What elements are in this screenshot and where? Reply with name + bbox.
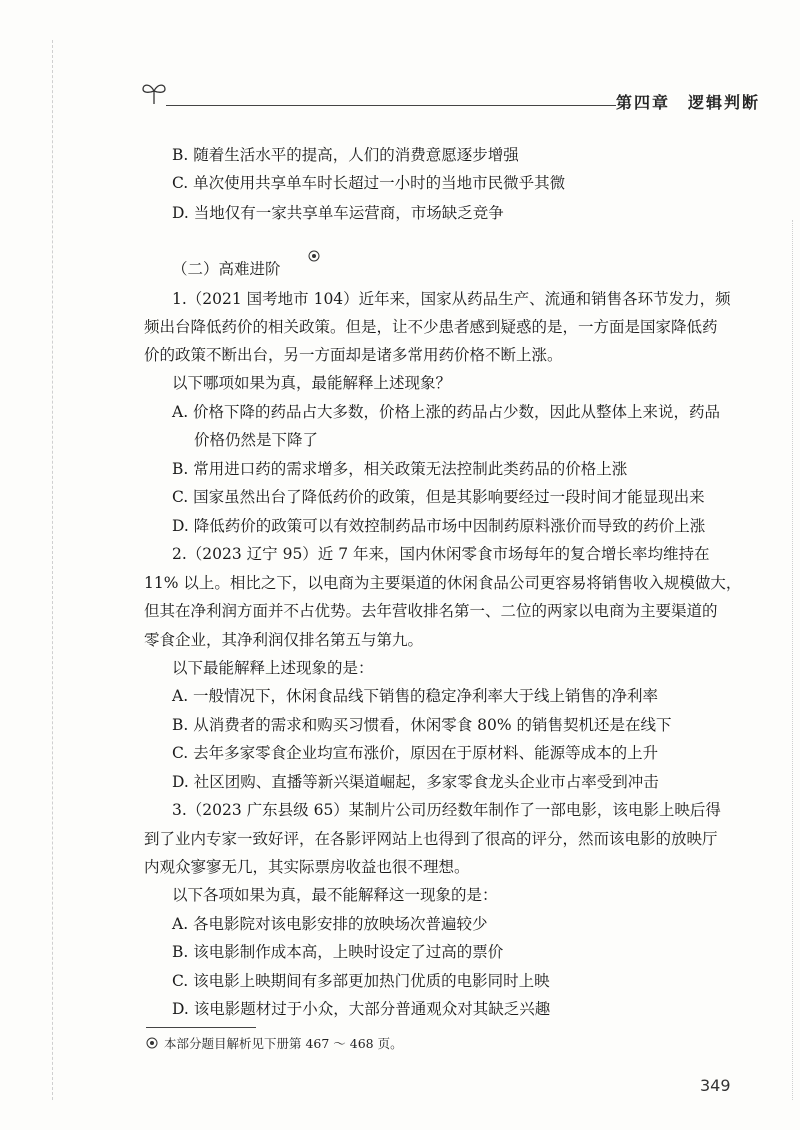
section-title — [172, 258, 281, 280]
section-title-text: （二）高难进阶 — [172, 260, 281, 278]
q2-stem-line-2: 11% 以上。相比之下，以电商为主要渠道的休闲食品公司更容易将销售收入规模做大， — [144, 574, 742, 592]
q2-option-b: B. 从消费者的需求和购买习惯看，休闲零食 80% 的销售契机还是在线下 — [172, 716, 672, 734]
q2-option-d: D. 社区团购、直播等新兴渠道崛起，多家零食龙头企业市占率受到冲击 — [172, 773, 659, 791]
q1-option-d: D. 降低药价的政策可以有效控制药品市场中因制药原料涨价而导致的药价上涨 — [172, 517, 706, 535]
q1-option-b: B. 常用进口药的需求增多，相关政策无法控制此类药品的价格上涨 — [172, 460, 628, 478]
q2-option-c: C. 去年多家零食企业均宣布涨价，原因在于原材料、能源等成本的上升 — [172, 744, 659, 762]
q3-option-c: C. 该电影上映期间有多部更加热门优质的电影同时上映 — [172, 972, 550, 990]
footnote-rule — [146, 1027, 256, 1028]
q3-option-b: B. 该电影制作成本高，上映时设定了过高的票价 — [172, 943, 504, 961]
footnote-marker-icon — [308, 250, 320, 262]
prev-option-b: B. 随着生活水平的提高，人们的消费意愿逐步增强 — [172, 146, 519, 164]
q2-option-a: A. 一般情况下，休闲食品线下销售的稳定净利率大于线上销售的净利率 — [172, 687, 659, 705]
chapter-title: 第四章 逻辑判断 — [615, 93, 760, 112]
q2-stem-line-3: 但其在净利润方面并不占优势。去年营收排名第一、二位的两家以电商为主要渠道的 — [144, 602, 718, 620]
page-header — [140, 88, 760, 114]
q1-option-a-line-2: 价格仍然是下降了 — [194, 431, 319, 449]
prev-option-c: C. 单次使用共享单车时长超过一小时的当地市民微乎其微 — [172, 174, 566, 192]
q2-prompt: 以下最能解释上述现象的是： — [172, 659, 374, 677]
scan-edge-right — [792, 220, 793, 1100]
q3-prompt: 以下各项如果为真，最不能解释这一现象的是： — [172, 886, 498, 904]
footnote — [146, 1034, 403, 1052]
q3-option-d: D. 该电影题材过于小众，大部分普通观众对其缺乏兴趣 — [172, 1000, 551, 1018]
prev-option-d: D. 当地仅有一家共享单车运营商，市场缺乏竞争 — [172, 204, 504, 222]
q1-option-c: C. 国家虽然出台了降低药价的政策，但是其影响要经过一段时间才能显现出来 — [172, 488, 705, 506]
footnote-text: 本部分题目解析见下册第 467 ～ 468 页。 — [164, 1036, 403, 1051]
scan-edge-left — [52, 40, 53, 1100]
q1-stem-line-3: 价的政策不断出台，另一方面却是诸多常用药价格不断上涨。 — [144, 346, 563, 364]
q2-stem-line-1: 2.（2023 辽宁 95）近 7 年来，国内休闲零食市场每年的复合增长率均维持在 — [172, 545, 710, 563]
q1-prompt: 以下哪项如果为真，最能解释上述现象？ — [172, 374, 452, 392]
footnote-marker-icon — [146, 1037, 158, 1049]
q3-stem-line-3: 内观众寥寥无几，其实际票房收益也很不理想。 — [144, 858, 470, 876]
sprout-icon — [140, 80, 168, 106]
page-number: 349 — [700, 1076, 731, 1095]
q3-stem-line-2: 到了业内专家一致好评，在各影评网站上也得到了很高的评分，然而该电影的放映厅 — [144, 830, 718, 848]
q3-stem-line-1: 3.（2023 广东县级 65）某制片公司历经数年制作了一部电影，该电影上映后得 — [172, 801, 721, 819]
q1-option-a-line-1: A. 价格下降的药品占大多数，价格上涨的药品占少数，因此从整体上来说，药品 — [172, 403, 721, 421]
q1-stem-line-1: 1.（2021 国考地市 104）近年来，国家从药品生产、流通和销售各环节发力，频 — [172, 290, 731, 308]
header-rule — [166, 105, 616, 106]
q3-option-a: A. 各电影院对该电影安排的放映场次普遍较少 — [172, 915, 488, 933]
q1-stem-line-2: 频出台降低药价的相关政策。但是，让不少患者感到疑惑的是，一方面是国家降低药 — [144, 318, 718, 336]
q2-stem-line-4: 零食企业，其净利润仅排名第五与第九。 — [144, 631, 424, 649]
